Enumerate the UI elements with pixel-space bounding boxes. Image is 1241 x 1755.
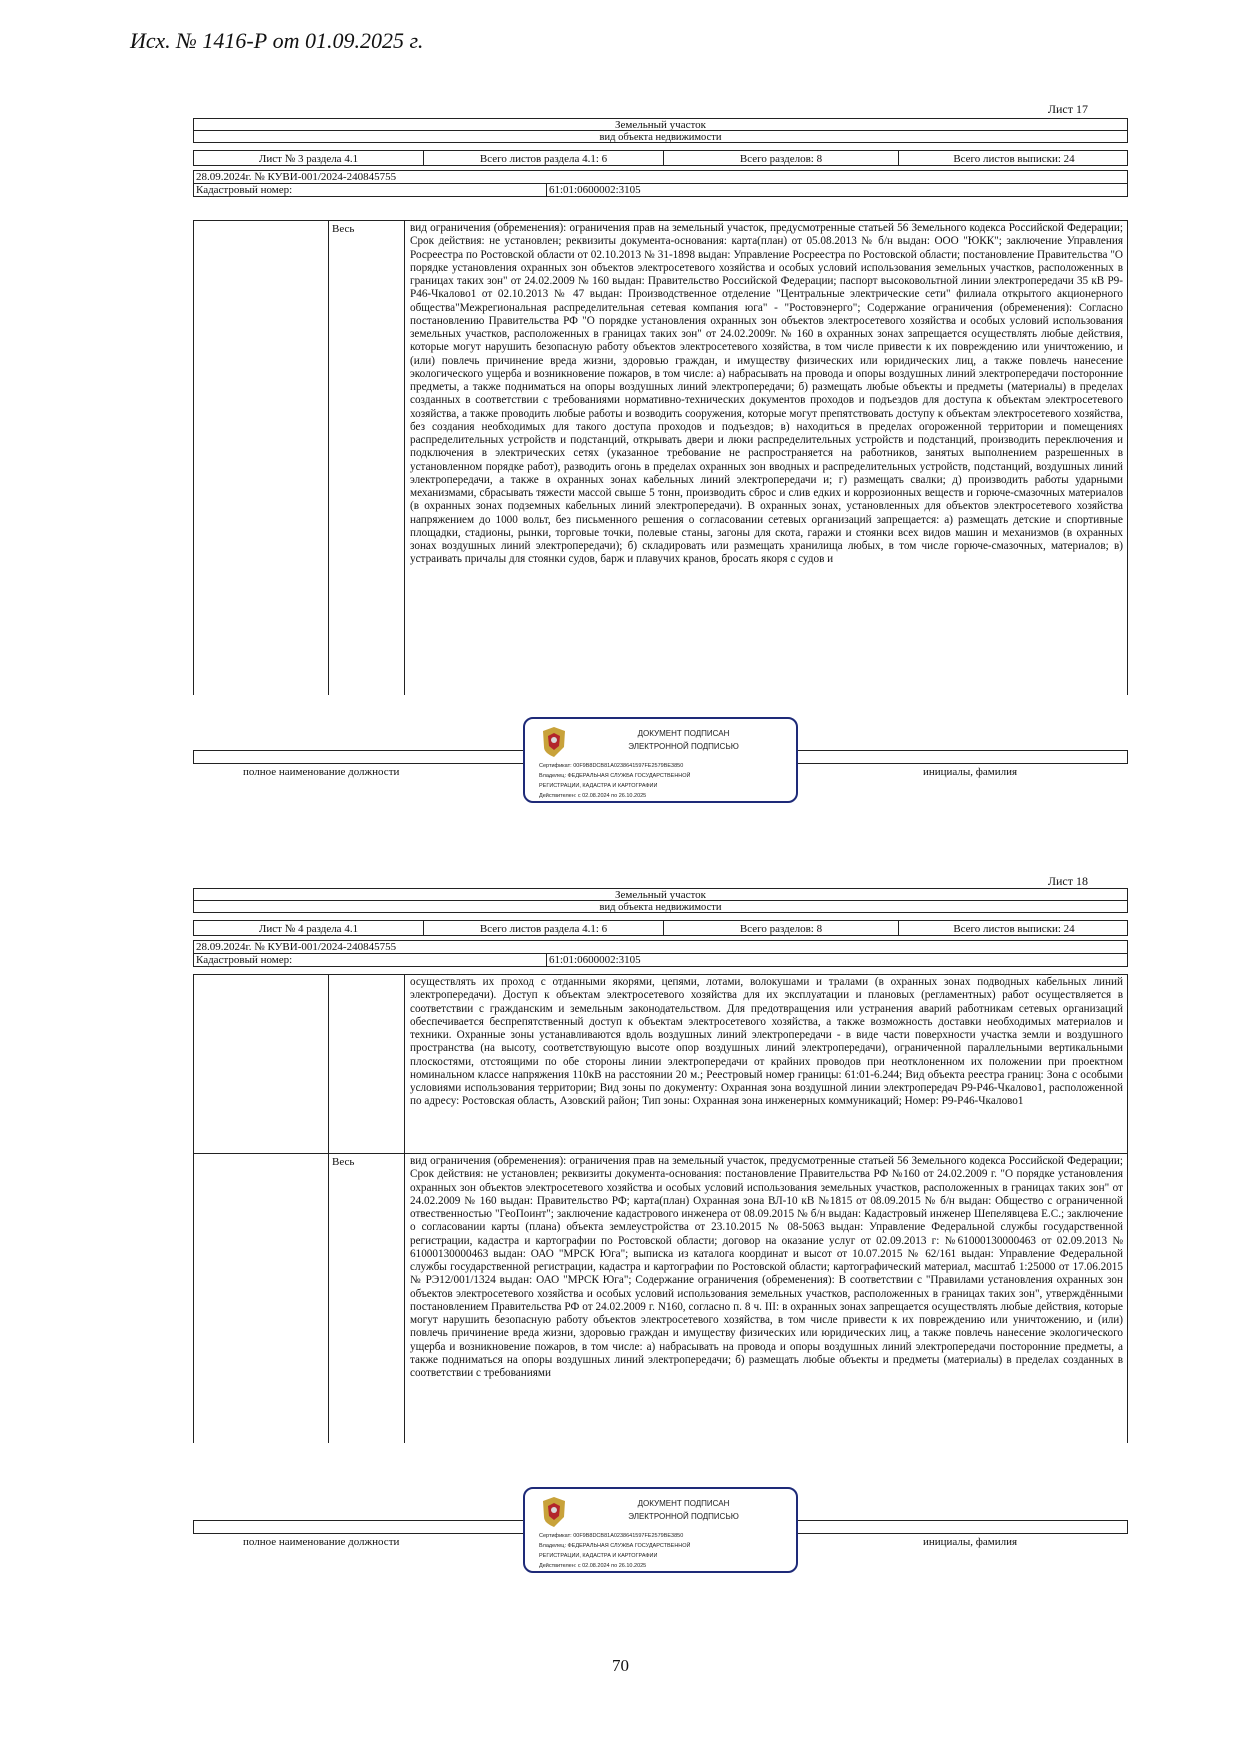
stamp-title: ДОКУМЕНТ ПОДПИСАН [637, 1499, 730, 1508]
cadastral-number: 61:01:0600002:3105 [549, 954, 641, 966]
total-extract-sheets: Всего листов выписки: 24 [953, 153, 1075, 165]
total-section-sheets: Всего листов раздела 4.1: 6 [424, 151, 664, 165]
stamp-certificate: Сертификат: 00F9B8DCB81A0238641597FE2579BE3850 [539, 1533, 684, 1539]
stamp-certificate: Сертификат: 00F9B8DCB81A0238641597FE2579BE3850 [539, 763, 684, 769]
position-label: полное наименование должности [243, 766, 400, 778]
coat-of-arms-icon [539, 1495, 569, 1529]
extract-reference: 28.09.2024г. № КУВИ-001/2024-240845755 [193, 940, 1128, 954]
encumbrance-text: вид ограничения (обременения): ограничения прав на земельный участок, предусмотренные статьей 56 Земельного кодекса Российской Федерации; Срок действия: не установлен; реквизиты документа-основания: постановление Правительства РФ №160 от 24.02.2009 г. "О порядке установления охранных зон объектов электросетевого хозяйства и особых условий использования земельных участков, расположенных в границах таких зон" от 24.02.2009 № 160 выдан: Правительство РФ; карта(план) Охранная зона ВЛ-10 кВ №1815 от 08.09.2015 № б/н выдан: Общество с ограниченной отвественностью "ГеоПоинт"; заключение кадастрового инженера от 08.09.2015 № б/н выдан: Кадастровый инженер Шепелявцева Е.С.; заключение о согласовании карты (плана) объекта землеустройства от 23.10.2015 № 08-5063 выдан: Управление Федеральной службы государственной регистрации, кадастра и картографии по Ростовской области; договор на оказание услуг от 02.09.2013 г: №61000130000463 от 02.09.2013 № 61000130000463 выдан: ОАО "МРСК Юга"; выписка из каталога координат и высот от 10.07.2015 № 62/161 выдан: Управление Федеральной службы государственной регистрации, кадастра и картографии по Ростовской области; картографический материал, масштаб 1:25000 от 17.06.2015 № РЭ12/001/1324 выдан: ОАО "МРСК Юга"; Содержание ограничения (обременения): В соответствии с "Правилами установления охранных зон объектов электросетевого хозяйства и особых условий использования земельных участков, расположенных в границах таких зон", утверждёнными постановлением Правительства РФ от 24.02.2009 г. N160, согласно п. 8 ч. III: в охранных зонах запрещается осуществлять любые действия, которые могут нарушить безопасную работу объектов электросетевого хозяйства, в том числе привести к их повреждению или уничтожению, и (или) повлечь причинение вреда жизни, здоровью граждан и имуществу физических или юридических лиц, а также повлечь нанесение экологического ущерба и возникновение пожаров, в том числе: а) набрасывать на провода и опоры воздушных линий электропередачи посторонние предметы, а также подниматься на опоры воздушных линий электропередачи; б) размещать любые объекты и предметы (материалы) в пределах созданных в соответствии с требованиями [410, 1155, 1123, 1379]
sheet-label: Лист 17 [1047, 102, 1088, 116]
sheet-info-row [193, 150, 1128, 166]
encumbrance-table [193, 220, 1128, 695]
e-signature-stamp [523, 1487, 798, 1573]
object-subtitle: вид объекта недвижимости [193, 900, 1128, 913]
stamp-owner-2: РЕГИСТРАЦИИ, КАДАСТРА И КАРТОГРАФИИ [539, 783, 658, 789]
row-number-cell [194, 975, 329, 1153]
object-title: Земельный участок [193, 118, 1128, 131]
row-part-cell [329, 975, 405, 1153]
stamp-subtitle: ЭЛЕКТРОННОЙ ПОДПИСЬЮ [628, 1512, 739, 1521]
row-number-cell [194, 1154, 329, 1443]
encumbrance-table-row-2 [193, 1153, 1128, 1443]
row-part-cell: Весь [329, 1154, 405, 1443]
page-number: 70 [612, 1656, 629, 1675]
stamp-owner-2: РЕГИСТРАЦИИ, КАДАСТРА И КАРТОГРАФИИ [539, 1553, 658, 1559]
cadastral-row [193, 953, 1128, 967]
coat-of-arms-icon [539, 725, 569, 759]
object-title: Земельный участок [193, 888, 1128, 901]
total-sections: Всего разделов: 8 [664, 921, 899, 935]
sheet-label: Лист 18 [1047, 874, 1088, 888]
stamp-subtitle: ЭЛЕКТРОННОЙ ПОДПИСЬЮ [628, 742, 739, 751]
sheet-info-row [193, 920, 1128, 936]
encumbrance-text: осуществлять их проход с отданными якорями, цепями, лотами, волокушами и тралами (в охранных зонах подводных кабельных линий электропередачи). Доступ к объектам электросетевого хозяйства для их эксплуатации и плановых (регламентных) работ осуществляется в соответствии с гражданским и земельным законодательством. Для предотвращения или устранения аварий работникам сетевых организаций обеспечивается беспрепятственный доступ к объектам электросетевого хозяйства, а также возможность доставки необходимых материалов и техники. Охранные зоны устанавливаются вдоль воздушных линий электропередачи - в виде части поверхности участка земли и воздушного пространства (на высоту, соответствующую высоте опор воздушных линий электропередачи), ограниченной параллельными вертикальными плоскостями, отстоящими по обе стороны линии электропередачи от крайних проводов при неотклоненном их положении при проектном номинальном классе напряжения 110кВ на расстоянии 20 м.; Реестровый номер границы: 61:01-6.244; Вид объекта реестра границ: Зона с особыми условиями использования территории; Вид зоны по документу: Охранная зона воздушной линии электропередач Р9-Р46-Чкалово1, расположенной по адресу: Ростовская область, Азовский район; Тип зоны: Охранная зона инженерных коммуникаций; Номер: Р9-Р46-Чкалово1 [410, 976, 1123, 1108]
name-label: инициалы, фамилия [923, 766, 1018, 778]
cadastral-row [193, 183, 1128, 197]
encumbrance-text: вид ограничения (обременения): ограничения прав на земельный участок, предусмотренные статьей 56 Земельного кодекса Российской Федерации; Срок действия: не установлен; реквизиты документа-основания: карта(план) от 05.08.2013 № б/н выдан: ООО "ЮКК"; заключение Управления Росреестра по Ростовской области от 02.10.2013 № 31-1898 выдан: Управление Росреестра по Ростовской области; постановление Правительства "О порядке установления охранных зон объектов электросетевого хозяйства и особых условий использования земельных участков, расположенных в границах таких зон" от 24.02.2009 № 160 выдан: Правительство Российской Федерации; паспорт высоковольтной линии электропередачи 35 кВ Р9-Р46-Чкалово1 от 02.10.2013 № 47 выдан: Производственное отделение "Центральные электрические сети" филиала открытого акционерного общества"Межрегиональная распределительная сетевая компания юга" - "Ростовэнерго"; Содержание ограничения (обременения): Согласно постановлению Правительства РФ "О порядке установления охранных зон объектов электросетевого хозяйства и особых условий использования земельных участков, расположенных в границах таких зон" от 24.02.2009г. № 160 в охранных зонах запрещается осуществлять любые действия, которые могут нарушить безопасную работу объектов электросетевого хозяйства, в том числе привести к их повреждению или уничтожению, и (или) повлечь причинение вреда жизни, здоровью граждан, и имуществу физических или юридических лиц, а также повлечь нанесение экологического ущерба и возникновение пожаров, в том числе: а) набрасывать на провода и опоры воздушных линий электропередачи посторонние предметы, а также подниматься на опоры воздушных линий электропередачи; б) размещать любые объекты и предметы (материалы) в пределах созданных в соответствии с требованиями нормативно-технических документов проходов и подъездов для доступа к объектам электросетевого хозяйства, а также проводить любые работы и возводить сооружения, которые могут препятствовать доступу к объектам электросетевого хозяйства, без создания необходимых для такого доступа проходов и подъездов; в) находиться в пределах огороженной территории и помещениях распределительных устройств и подстанций, открывать двери и люки распределительных устройств и подстанций, производить переключения и подключения в электрических сетях (указанное требование не распространяется на работников, занятых выполнением разрешенных в установленном порядке работ), разводить огонь в пределах охранных зон вводных и распределительных устройств, подстанций, воздушных линий электропередачи, а также в охранных зонах кабельных линий электропередачи и; г) размещать свалки; д) производить работы ударными механизмами, сбрасывать тяжести массой свыше 5 тонн, производить сброс и слив едких и коррозионных веществ и горюче-смазочных материалов (в охранных зонах подземных кабельных линий электропередачи). В охранных зонах, установленных для объектов электросетевого хозяйства напряжением до 1000 вольт, без письменного решения о согласовании сетевых организаций запрещается: а) размещать детские и спортивные площадки, стадионы, рынки, торговые точки, полевые станы, загоны для скота, гаражи и стоянки всех видов машин и механизмов (в охранных зонах воздушных линий электропередачи); б) складировать или размещать хранилища любых, в том числе горюче-смазочных, материалов; в) устраивать причалы для стоянки судов, барж и плавучих кранов, бросать якоря с судов и [410, 222, 1123, 566]
total-section-sheets: Всего листов раздела 4.1: 6 [424, 921, 664, 935]
stamp-owner: Владелец: ФЕДЕРАЛЬНАЯ СЛУЖБА ГОСУДАРСТВЕННОЙ [539, 773, 691, 779]
object-subtitle: вид объекта недвижимости [193, 130, 1128, 143]
section-sheet: Лист № 3 раздела 4.1 [194, 151, 424, 165]
position-label: полное наименование должности [243, 1536, 400, 1548]
total-sections: Всего разделов: 8 [664, 151, 899, 165]
encumbrance-table-row-1 [193, 974, 1128, 1154]
stamp-validity: Действителен: с 02.08.2024 по 26.10.2025 [539, 793, 647, 799]
stamp-title: ДОКУМЕНТ ПОДПИСАН [637, 729, 730, 738]
total-extract-sheets: Всего листов выписки: 24 [953, 923, 1075, 935]
row-number-cell [194, 221, 329, 695]
name-label: инициалы, фамилия [923, 1536, 1018, 1548]
cadastral-label: Кадастровый номер: [194, 954, 547, 966]
outgoing-reference: Исх. № 1416-Р от 01.09.2025 г. [130, 28, 424, 53]
cadastral-number: 61:01:0600002:3105 [549, 184, 641, 196]
stamp-owner: Владелец: ФЕДЕРАЛЬНАЯ СЛУЖБА ГОСУДАРСТВЕННОЙ [539, 1543, 691, 1549]
extract-reference: 28.09.2024г. № КУВИ-001/2024-240845755 [193, 170, 1128, 184]
row-part-cell: Весь [329, 221, 405, 695]
e-signature-stamp [523, 717, 798, 803]
stamp-validity: Действителен: с 02.08.2024 по 26.10.2025 [539, 1563, 647, 1569]
cadastral-label: Кадастровый номер: [194, 184, 547, 196]
section-sheet: Лист № 4 раздела 4.1 [194, 921, 424, 935]
